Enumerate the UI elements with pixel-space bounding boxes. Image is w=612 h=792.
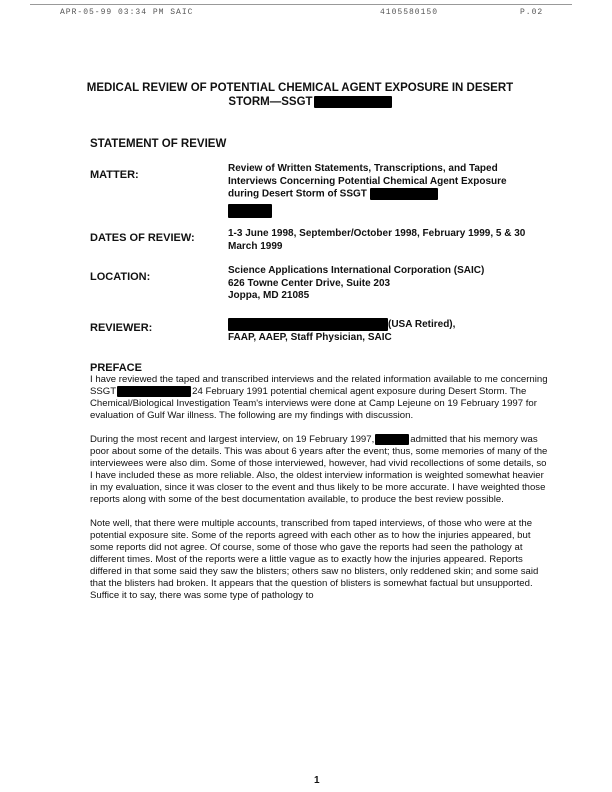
preface-paragraph-2: During the most recent and largest interview, on 19 February 1997, admitted that his memory was poor about some of the details. This was about 6 years after the event; thus, some memories of many of the interviewees were also dim. Some of those interviewed, however, had vivid recollections of some details, so I have included these as more reliable. Also, the oldest interview information is weighted somewhat heavier in my evaluation, since it was closer to the event and thus likely to be more accurate. I have weighted those reports along with some of the best documentation available, to produce the best review possible. [90,434,548,506]
redaction-bar [314,96,392,108]
location-text: Science Applications International Corporation (SAIC) 626 Towne Center Drive, Suite 203 Joppa, MD 21085 [228,265,485,301]
preface-paragraph-3: Note well, that there were multiple accounts, transcribed from taped interviews, of those who were at the potential exposure site. Some of the reports agreed with each other as to how the injuries appeared, but some reports did not agree. Of course, some of those who gave the reports had seen the pathology at different times. Most of the reports were a little vague as to exactly how the injuries appeared. Reports differed in that some said they saw the blisters; others saw no blisters, only reddened skin; and some said that the blisters had broken. It appears that the question of blisters is somewhat factual but unsupported. Suffice it to say, there was some type of pathology to [90,518,539,602]
title-line-1: MEDICAL REVIEW OF POTENTIAL CHEMICAL AGENT EXPOSURE IN DESERT [86,82,514,94]
redaction-bar [370,188,438,200]
dates-text: 1-3 June 1998, September/October 1998, February 1999, 5 & 30 March 1999 [228,228,526,252]
fax-top-rule [30,4,572,5]
redaction-bar [117,386,191,397]
location-label: LOCATION: [90,271,151,283]
redaction-bar [375,434,409,445]
page-number: 1 [314,775,320,786]
redaction-bar [228,204,272,218]
reviewer-label: REVIEWER: [90,322,153,334]
fax-number: 4105580150 [380,8,439,17]
reviewer-text: (USA Retired), FAAP, AAEP, Staff Physician, SAIC [228,319,456,343]
fax-page: P.02 [520,8,544,17]
dates-label: DATES OF REVIEW: [90,232,195,244]
statement-heading: STATEMENT OF REVIEW [90,138,227,150]
title-line-2: STORM—SSGT [60,95,540,109]
preface-heading: PREFACE [90,362,142,374]
redaction-bar [228,318,388,331]
fax-header [50,8,582,22]
document-title [60,81,540,109]
preface-paragraph-1: I have reviewed the taped and transcribed interviews and the related information available to me concerning SSGT 24 February 1991 potential chemical agent exposure during Desert Storm. The Chemical/Biological Investigation Team's interviews were done at Camp Lejeune on 19 February 1997 for evaluation of Gulf War illness. The following are my findings with discussion. [90,374,548,422]
matter-label: MATTER: [90,169,139,181]
matter-text: Review of Written Statements, Transcriptions, and Taped Interviews Concerning Potential Chemical Agent Exposure during Desert Storm of SSGT [228,163,528,218]
fax-transmission-info: APR-05-99 03:34 PM SAIC [60,8,194,17]
preface-body [90,374,550,602]
